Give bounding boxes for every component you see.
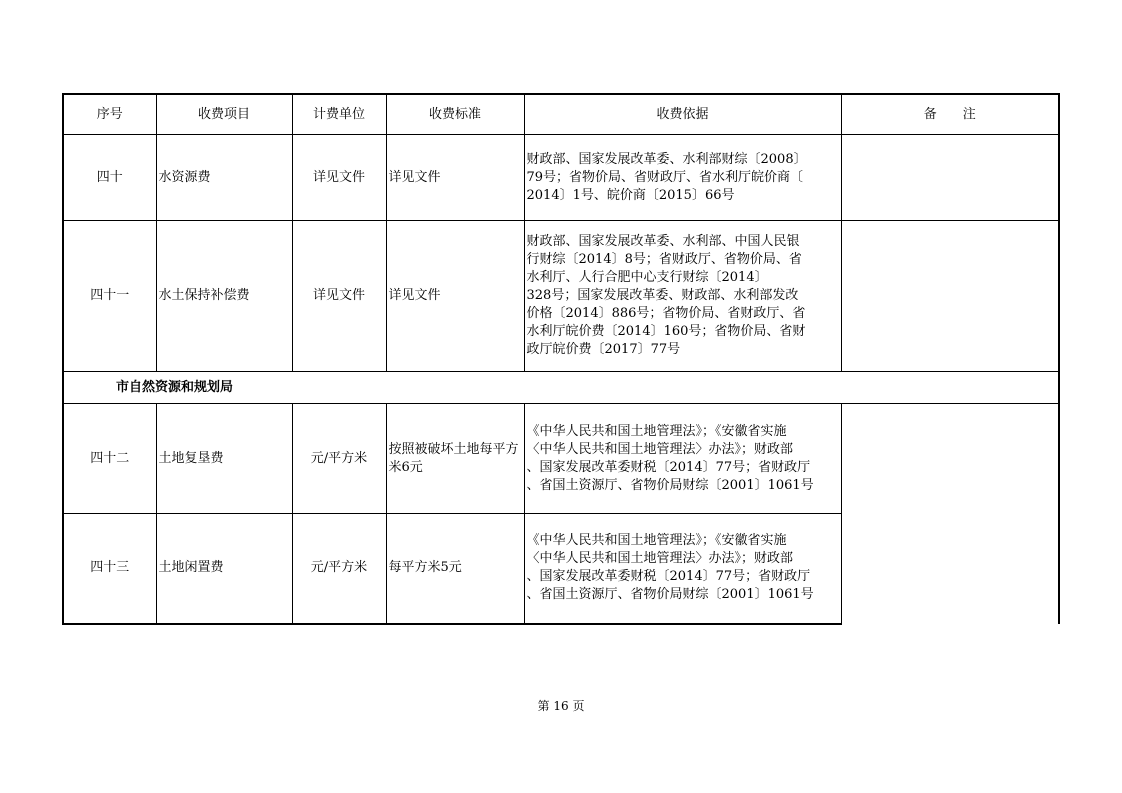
standard-cell: 每平方米5元: [386, 514, 524, 624]
standard-cell: 详见文件: [386, 135, 524, 221]
section-row: [63, 372, 1059, 404]
basis-line: 价格〔2014〕886号；省物价局、省财政厅、省: [526, 306, 806, 321]
header-unit: 计费单位: [292, 94, 386, 135]
basis-cell: [524, 135, 841, 221]
basis-line: 水利厅皖价费〔2014〕160号；省物价局、省财: [526, 324, 806, 339]
header-standard: 收费标准: [386, 94, 524, 135]
seq-cell: 四十一: [63, 221, 156, 372]
basis-line: 财政部、国家发展改革委、水利部财综〔2008〕: [526, 151, 807, 167]
header-item: 收费项目: [156, 94, 292, 135]
basis-line: 〈中华人民共和国土地管理法〉办法》；财政部: [526, 441, 794, 457]
basis-line: 、省国土资源厅、省物价局财综〔2001〕1061号: [526, 587, 814, 603]
table-row: [63, 221, 1059, 372]
basis-line: 〈中华人民共和国土地管理法〉办法》；财政部: [526, 551, 794, 567]
header-remark: 备 注: [841, 94, 1059, 135]
basis-line: 328号；国家发展改革委、财政部、水利部发改: [526, 288, 799, 303]
basis-cell: [524, 404, 841, 514]
standard-cell: 详见文件: [386, 221, 524, 372]
item-cell: 水土保持补偿费: [156, 221, 292, 372]
remark-cell: [841, 135, 1059, 221]
unit-cell: 元/平方米: [292, 404, 386, 514]
item-cell: 土地复垦费: [156, 404, 292, 514]
remark-cell: [841, 221, 1059, 372]
basis-line: 79号；省物价局、省财政厅、省水利厅皖价商〔: [526, 169, 804, 185]
basis-line: 、国家发展改革委财税〔2014〕77号；省财政厅: [526, 569, 811, 585]
table-header-row: [63, 94, 1059, 135]
basis-line: 2014〕1号、皖价商〔2015〕66号: [526, 187, 735, 203]
table-row: [63, 404, 1059, 514]
table-row: [63, 135, 1059, 221]
basis-line: 水利厅、人行合肥中心支行财综〔2014〕: [526, 270, 768, 285]
header-seq: 序号: [63, 94, 156, 135]
unit-cell: 详见文件: [292, 221, 386, 372]
basis-line: 行财综〔2014〕8号；省财政厅、省物价局、省: [526, 252, 802, 267]
page-number: 第 16 页: [537, 699, 585, 713]
unit-cell: 元/平方米: [292, 514, 386, 624]
seq-cell: 四十: [63, 135, 156, 221]
basis-line: 、国家发展改革委财税〔2014〕77号；省财政厅: [526, 459, 811, 475]
item-cell: 水资源费: [156, 135, 292, 221]
basis-line: 、省国土资源厅、省物价局财综〔2001〕1061号: [526, 477, 814, 493]
standard-cell: 按照被破坏土地每平方米6元: [386, 404, 524, 514]
remark-cell: [841, 404, 1059, 624]
unit-cell: 详见文件: [292, 135, 386, 221]
basis-cell: [524, 221, 841, 372]
basis-line: 《中华人民共和国土地管理法》；《安徽省实施: [526, 533, 787, 549]
basis-cell: [524, 514, 841, 624]
basis-line: 《中华人民共和国土地管理法》；《安徽省实施: [526, 423, 787, 439]
section-title: 市自然资源和规划局: [63, 372, 1059, 404]
item-cell: 土地闲置费: [156, 514, 292, 624]
basis-line: 政厅皖价费〔2017〕77号: [526, 342, 681, 357]
basis-line: 财政部、国家发展改革委、水利部、中国人民银: [526, 234, 800, 249]
header-basis: 收费依据: [524, 94, 841, 135]
seq-cell: 四十二: [63, 404, 156, 514]
seq-cell: 四十三: [63, 514, 156, 624]
fee-table: [62, 93, 1060, 625]
